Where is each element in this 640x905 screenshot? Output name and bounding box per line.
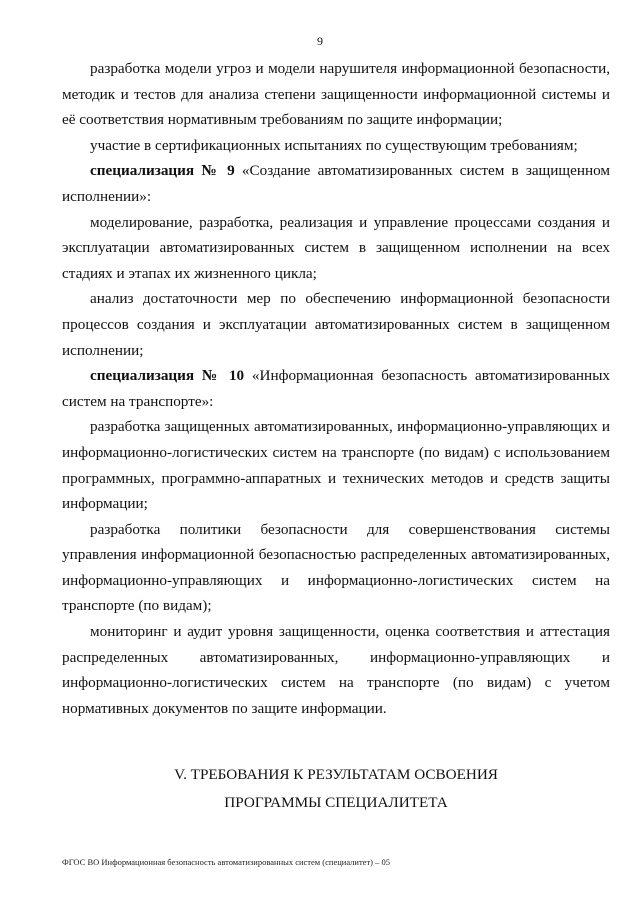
paragraph-2 — [62, 133, 610, 159]
paragraph-specialization-9 — [62, 158, 610, 209]
paragraph-4 — [62, 210, 610, 287]
page-number: 9 — [317, 34, 323, 48]
specialization-label: специализация № 10 — [90, 367, 245, 385]
specialization-label: специализация № 9 — [90, 162, 235, 180]
paragraph-text: анализ достаточности мер по обеспечению информационной безопасности процессов создания и эксплуатации автоматизированных систем в защищенном исполнении; — [62, 290, 610, 359]
paragraph-text: разработка модели угроз и модели нарушителя информационной безопасности, методик и тестов для анализа степени защищенности информационной системы и её соответствия нормативным требованиям по защите информации; — [62, 60, 610, 129]
page-footer: ФГОС ВО Информационная безопасность автоматизированных систем (специалитет) – 05 — [62, 857, 390, 867]
paragraph-7 — [62, 414, 610, 516]
body-text — [62, 56, 610, 721]
paragraph-5 — [62, 286, 610, 363]
section-heading-line-2: ПРОГРАММЫ СПЕЦИАЛИТЕТА — [224, 794, 448, 811]
paragraph-text: разработка политики безопасности для совершенствования системы управления информационной безопасностью распределенных автоматизированных, информационно-управляющих и информационно-логистических систем на транспорте (по видам); — [62, 520, 610, 615]
paragraph-8 — [62, 517, 610, 619]
paragraph-text: разработка защищенных автоматизированных, информационно-управляющих и информационно-логистических систем на транспорте (по видам) с использованием программных, программно-аппаратных и технических методов и средств защиты информации; — [62, 418, 610, 513]
paragraph-specialization-10 — [62, 363, 610, 414]
paragraph-text: участие в сертификационных испытаниях по существующим требованиям; — [90, 136, 578, 154]
paragraph-text: мониторинг и аудит уровня защищенности, оценка соответствия и аттестация распределенных автоматизированных, информационно-управляющих и информационно-логистических систем на транспорте (по видам) с учетом нормативных документов по защите информации. — [62, 623, 610, 717]
paragraph-text: «Информационная безопасность автоматизированных систем на транспорте»: — [62, 367, 610, 410]
paragraph-1 — [62, 56, 610, 133]
section-heading-line-1: V. ТРЕБОВАНИЯ К РЕЗУЛЬТАТАМ ОСВОЕНИЯ — [174, 766, 498, 783]
section-heading — [62, 761, 610, 817]
paragraph-9 — [62, 619, 610, 721]
paragraph-text: «Создание автоматизированных систем в защищенном исполнении»: — [62, 162, 610, 205]
paragraph-text: моделирование, разработка, реализация и управление процессами создания и эксплуатации автоматизированных систем в защищенном исполнении на всех стадиях и этапах их жизненного цикла; — [62, 213, 610, 282]
